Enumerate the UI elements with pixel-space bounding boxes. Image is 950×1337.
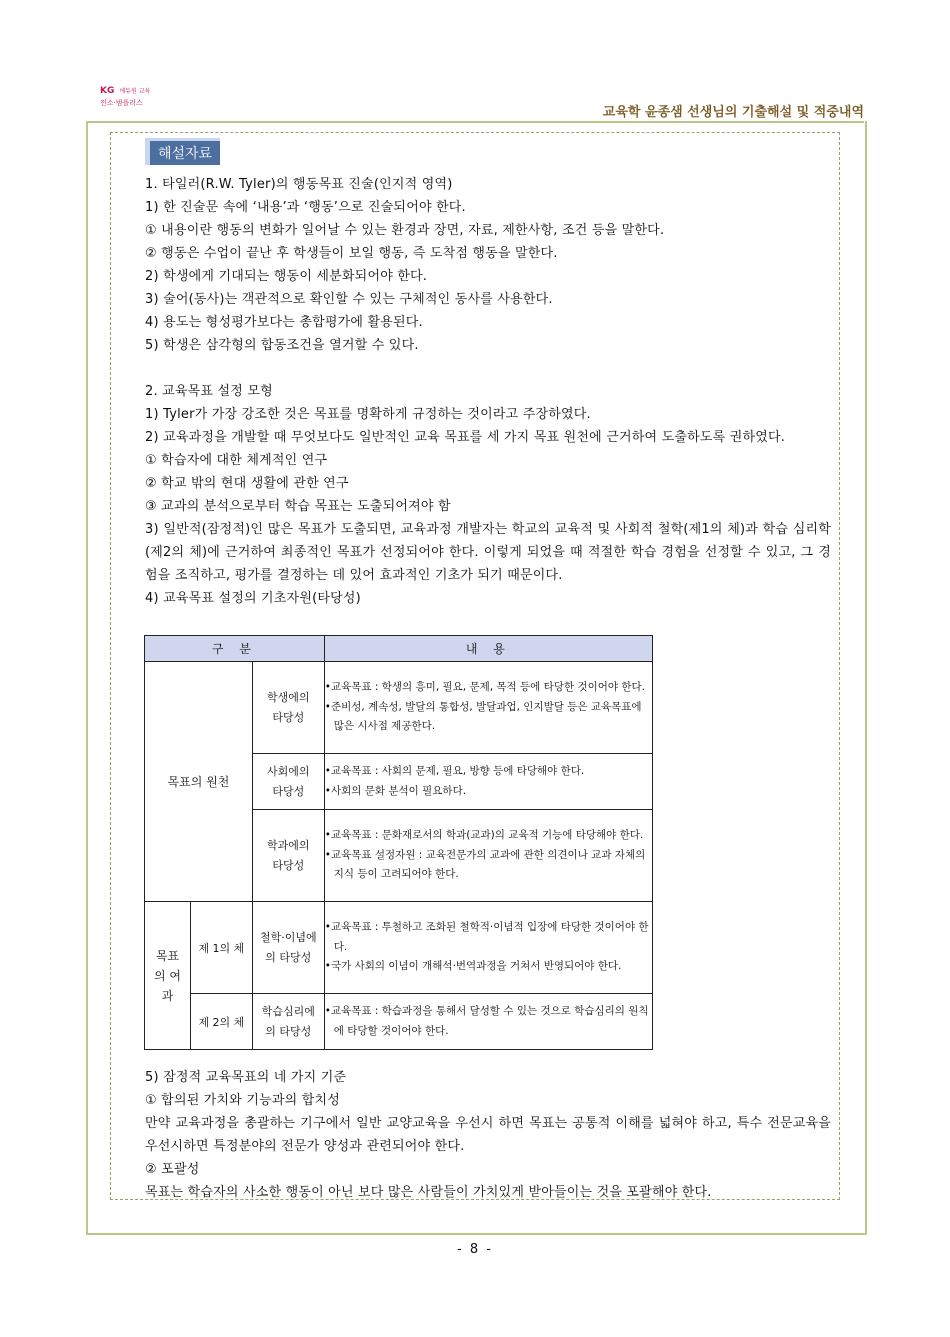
publisher-logo: [100, 78, 160, 106]
row-content: [324, 662, 652, 754]
criterion-1-text: 만약 교육과정을 총괄하는 기구에서 일반 교양교육을 우선시 하면 목표는 공통적 이해를 넓혀야 하고, 특수 전문교육을 우선시하면 특정분야의 전문가 양성과 관련되어야 한다.: [145, 1116, 831, 1154]
source-item: ② 학교 밖의 현대 생활에 관한 연구: [145, 476, 349, 491]
row-label: 사회에의 타당성: [252, 754, 324, 810]
row-content: [324, 754, 652, 810]
row-label: 학과에의 타당성: [252, 810, 324, 902]
logo-sub: 전소·범플러스: [100, 99, 143, 107]
part2-line1: 1) Tyler가 가장 강조한 것은 목표를 명확하게 규정하는 것이라고 주장하였다.: [145, 407, 591, 422]
sieve-label: 제 1의 체: [190, 902, 252, 994]
logo-brand: KG: [100, 86, 115, 96]
section-tab: 해설자료: [145, 138, 220, 165]
filter-group-label: 목표의 여과: [145, 902, 191, 1050]
part1-line: 1) 한 진술문 속에 ‘내용’과 ‘행동’으로 진술되어야 한다.: [145, 200, 466, 215]
page-number: - 8 -: [457, 1242, 493, 1257]
part1-line: 4) 용도는 형성평가보다는 총합평가에 활용된다.: [145, 315, 423, 330]
part3-title: 5) 잠정적 교육목표의 네 가지 기준: [145, 1070, 347, 1085]
bullet-item: •사회의 문화 분석이 필요하다.: [324, 784, 467, 797]
row-content: [324, 902, 652, 994]
table-head-category: 구 분: [145, 636, 325, 662]
header-title: 교육학 윤종샘 선생님의 기출해설 및 적중내역: [602, 105, 864, 120]
row-label: 학습심리에의 타당성: [252, 994, 324, 1050]
criteria-table: [144, 635, 653, 1050]
part2-line3: 3) 일반적(잠정적)인 많은 목표가 도출되면, 교육과정 개발자는 학교의 교육적 및 사회적 철학(제1의 체)과 학습 심리학(제2의 체)에 근거하여 최종적인 목표가 선정되어야 한다. 이렇게 되었을 때 적절한 학습 경험을 선정할 수 있고, 그 경험을 조직하고, 평가를 결정하는 데 있어 효과적인 기초가 되기 때문이다.: [145, 522, 831, 583]
part2-title: 2. 교육목표 설정 모형: [145, 384, 273, 399]
source-item: ③ 교과의 분석으로부터 학습 목표는 도출되어져야 함: [145, 499, 451, 514]
part1-title: 1. 타일러(R.W. Tyler)의 행동목표 진술(인지적 영역): [145, 177, 453, 192]
part1-line: ① 내용이란 행동의 변화가 일어날 수 있는 환경과 장면, 자료, 제한사항, 조건 등을 말한다.: [145, 223, 665, 238]
logo-brand-small: 에듀원 교육: [119, 88, 151, 95]
row-label: 학생에의 타당성: [252, 662, 324, 754]
bullet-item: •교육목표 : 문화재로서의 학과(교과)의 교육적 기능에 타당해야 한다.: [324, 829, 644, 842]
row-label: 철학·이념에의 타당성: [252, 902, 324, 994]
row-content: [324, 994, 652, 1050]
table-head-content: 내 용: [324, 636, 652, 662]
bullet-item: •준비성, 계속성, 발달의 통합성, 발달과업, 인지발달 등은 교육목표에 많은 시사점 제공한다.: [324, 700, 642, 733]
body-text-lower: [145, 1066, 831, 1204]
part1-line: 2) 학생에게 기대되는 행동이 세분화되어야 한다.: [145, 269, 428, 284]
bullet-item: •교육목표 : 투철하고 조화된 철학적·이념적 입장에 타당한 것이어야 한다.: [324, 921, 649, 953]
bullet-item: •교육목표 : 학습과정을 통해서 달성할 수 있는 것으로 학습심리의 원칙에 타당할 것이어야 한다.: [324, 1005, 649, 1037]
row-content: [324, 810, 652, 902]
bullet-item: •교육목표 : 사회의 문제, 필요, 방향 등에 타당해야 한다.: [324, 765, 585, 777]
part1-line: ② 행동은 수업이 끝난 후 학생들이 보일 행동, 즉 도착점 행동을 말한다.: [145, 246, 558, 261]
criterion-2: ② 포괄성: [145, 1162, 200, 1177]
bullet-item: •교육목표 설정자원 : 교육전문가의 교과에 관한 의견이나 교과 자체의 지식 등이 고려되어야 한다.: [324, 848, 646, 881]
body-text: [145, 173, 831, 610]
part2-line2: 2) 교육과정을 개발할 때 무엇보다도 일반적인 교육 목표를 세 가지 목표 원천에 근거하여 도출하도록 권하였다.: [145, 430, 786, 445]
sieve-label: 제 2의 체: [190, 994, 252, 1050]
criterion-2-text: 목표는 학습자의 사소한 행동이 아닌 보다 많은 사람들이 가치있게 받아들이는 것을 포괄해야 한다.: [145, 1185, 712, 1200]
bullet-item: •국가 사회의 이념이 개해석·번역과정을 거쳐서 반영되어야 한다.: [324, 960, 622, 973]
part1-line: 3) 술어(동사)는 객관적으로 확인할 수 있는 구체적인 동사를 사용한다.: [145, 292, 553, 307]
part1-line: 5) 학생은 삼각형의 합동조건을 열거할 수 있다.: [145, 338, 419, 353]
source-item: ① 학습자에 대한 체계적인 연구: [145, 453, 328, 468]
source-group-label: 목표의 원천: [145, 662, 253, 902]
bullet-item: •교육목표 : 학생의 흥미, 필요, 문제, 목적 등에 타당한 것이어야 한다.: [324, 681, 645, 694]
part2-line4: 4) 교육목표 설정의 기초자원(타당성): [145, 591, 361, 606]
criterion-1: ① 합의된 가치와 기능과의 합치성: [145, 1093, 341, 1108]
